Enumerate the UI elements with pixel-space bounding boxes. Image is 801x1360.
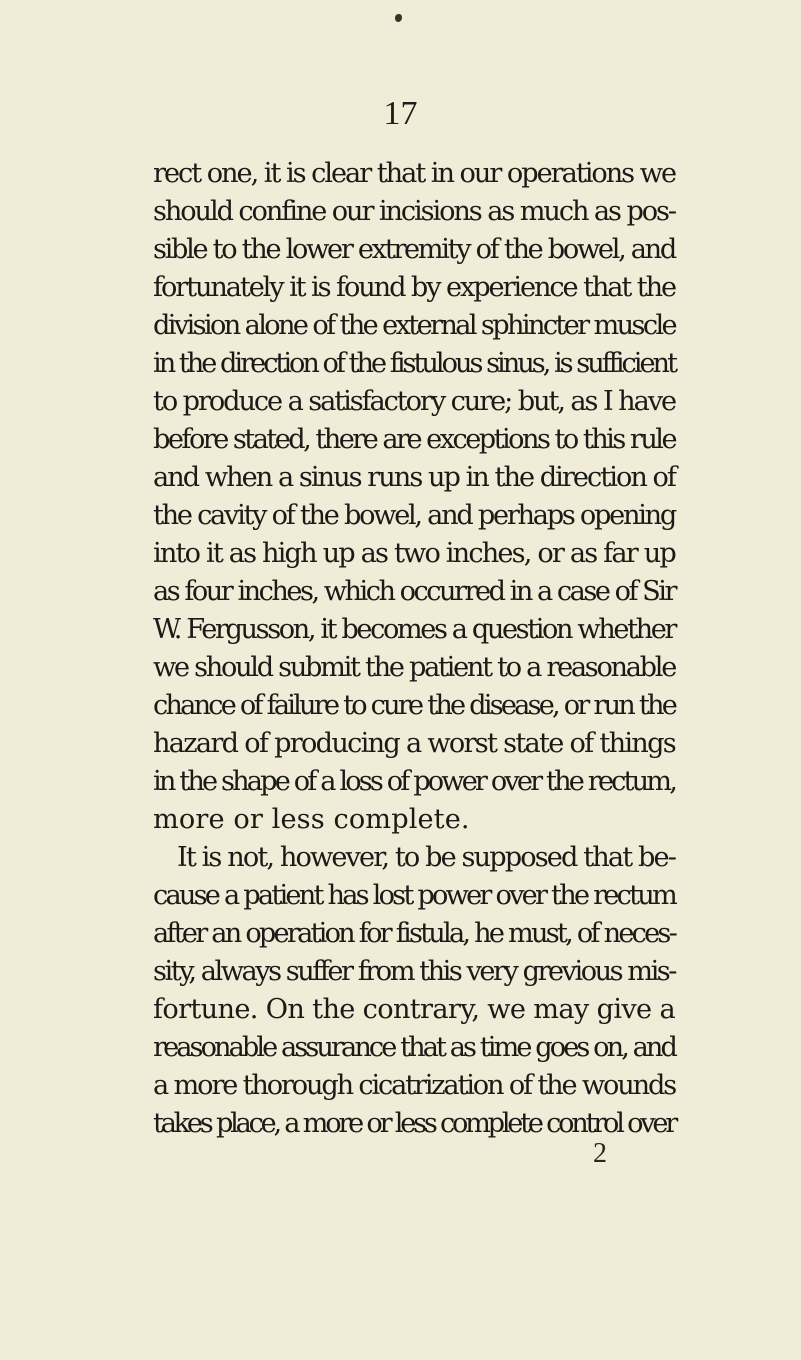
text-line: after an operation for fistula, he must, of neces-: [153, 918, 675, 949]
text-line: before stated, there are exceptions to this rule: [153, 424, 675, 455]
text-line: we should submit the patient to a reasonable: [153, 652, 675, 683]
signature-mark: 2: [593, 1138, 607, 1169]
text-line: fortune. On the contrary, we may give a: [153, 994, 675, 1025]
ink-speck: [395, 14, 402, 22]
text-line: in the shape of a loss of power over the rectum,: [153, 766, 675, 797]
text-line: more or less complete.: [153, 804, 470, 835]
text-line: It is not, however, to be supposed that be-: [177, 842, 675, 873]
page-number: 17: [383, 95, 418, 132]
text-line: in the direction of the fistulous sinus, is sufficient: [153, 348, 675, 379]
text-line: as four inches, which occurred in a case of Sir: [153, 576, 675, 607]
text-line: should confine our incisions as much as pos-: [153, 196, 675, 227]
text-line: rect one, it is clear that in our operations we: [153, 158, 675, 189]
text-line: reasonable assurance that as time goes on, and: [153, 1032, 675, 1063]
text-line: and when a sinus runs up in the direction of: [153, 462, 675, 493]
text-line: W. Fergusson, it becomes a question whether: [153, 614, 675, 645]
text-line: to produce a satisfactory cure; but, as I have: [153, 386, 675, 417]
body-text: [153, 155, 675, 1143]
text-line: a more thorough cicatrization of the wounds: [153, 1070, 675, 1101]
text-line: cause a patient has lost power over the rectum: [153, 880, 675, 911]
text-line: sity, always suffer from this very grevious mis-: [153, 956, 675, 987]
text-line: takes place, a more or less complete control over: [153, 1108, 675, 1139]
text-line: division alone of the external sphincter muscle: [153, 310, 675, 341]
text-line: chance of failure to cure the disease, or run the: [153, 690, 676, 721]
text-line: fortunately it is found by experience that the: [153, 272, 675, 303]
text-line: hazard of producing a worst state of things: [153, 728, 675, 759]
text-line: into it as high up as two inches, or as far up: [153, 538, 675, 569]
text-line: sible to the lower extremity of the bowel, and: [153, 234, 675, 265]
text-line: the cavity of the bowel, and perhaps opening: [153, 500, 675, 531]
